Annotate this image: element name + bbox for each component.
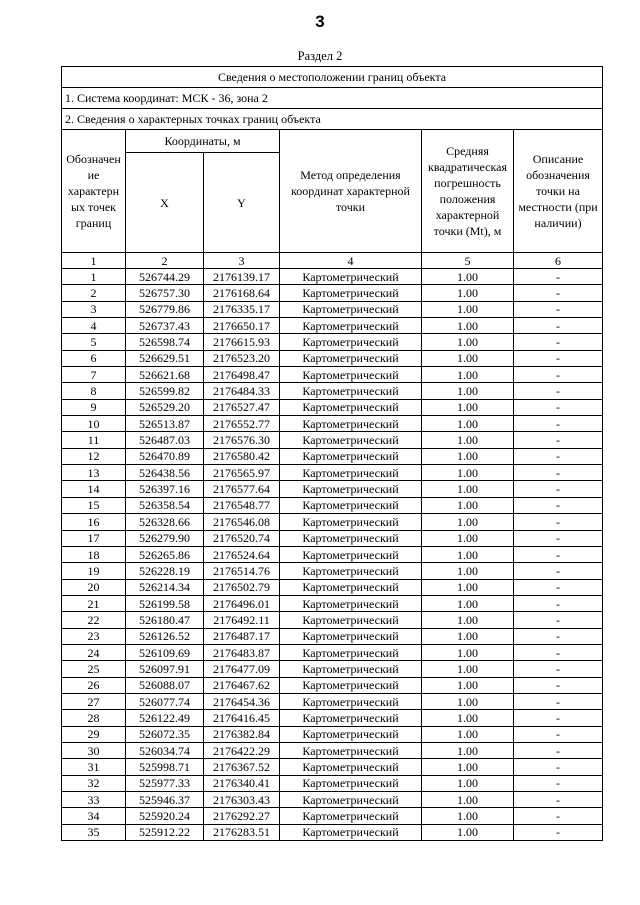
y-coordinate-cell: 2176565.97 xyxy=(204,465,280,481)
method-cell: Картометрический xyxy=(280,350,422,366)
point-number-cell: 34 xyxy=(62,808,126,824)
table-row xyxy=(62,677,603,693)
description-cell: - xyxy=(514,824,603,840)
points-info-line: 2. Сведения о характерных точках границ объекта xyxy=(62,109,603,130)
point-number-cell: 7 xyxy=(62,367,126,383)
method-cell: Картометрический xyxy=(280,399,422,415)
method-cell: Картометрический xyxy=(280,383,422,399)
y-coordinate-cell: 2176335.17 xyxy=(204,301,280,317)
y-coordinate-cell: 2176168.64 xyxy=(204,285,280,301)
description-cell: - xyxy=(514,579,603,595)
x-coordinate-cell: 526598.74 xyxy=(126,334,204,350)
error-cell: 1.00 xyxy=(422,285,514,301)
point-number-cell: 1 xyxy=(62,269,126,285)
column-number: 5 xyxy=(422,253,514,269)
column-number: 3 xyxy=(204,253,280,269)
description-cell: - xyxy=(514,269,603,285)
error-cell: 1.00 xyxy=(422,628,514,644)
point-number-cell: 17 xyxy=(62,530,126,546)
column-number: 1 xyxy=(62,253,126,269)
point-number-cell: 10 xyxy=(62,416,126,432)
y-coordinate-cell: 2176520.74 xyxy=(204,530,280,546)
point-number-cell: 13 xyxy=(62,465,126,481)
x-coordinate-cell: 526621.68 xyxy=(126,367,204,383)
header-designation: Обозначен ие характерн ых точек границ xyxy=(62,130,126,253)
error-cell: 1.00 xyxy=(422,432,514,448)
y-coordinate-cell: 2176367.52 xyxy=(204,759,280,775)
y-coordinate-cell: 2176422.29 xyxy=(204,742,280,758)
table-row xyxy=(62,416,603,432)
error-cell: 1.00 xyxy=(422,416,514,432)
point-number-cell: 29 xyxy=(62,726,126,742)
method-cell: Картометрический xyxy=(280,595,422,611)
method-cell: Картометрический xyxy=(280,318,422,334)
method-cell: Картометрический xyxy=(280,644,422,660)
header-error: Средняя квадратическая погрешность положения характерной точки (Mt), м xyxy=(422,130,514,253)
description-cell: - xyxy=(514,301,603,317)
header-x: X xyxy=(126,153,204,253)
y-coordinate-cell: 2176527.47 xyxy=(204,399,280,415)
point-number-cell: 33 xyxy=(62,792,126,808)
point-number-cell: 3 xyxy=(62,301,126,317)
table-row xyxy=(62,644,603,660)
y-coordinate-cell: 2176416.45 xyxy=(204,710,280,726)
error-cell: 1.00 xyxy=(422,383,514,399)
point-number-cell: 6 xyxy=(62,350,126,366)
y-coordinate-cell: 2176483.87 xyxy=(204,644,280,660)
x-coordinate-cell: 526757.30 xyxy=(126,285,204,301)
method-cell: Картометрический xyxy=(280,579,422,595)
error-cell: 1.00 xyxy=(422,546,514,562)
error-cell: 1.00 xyxy=(422,481,514,497)
point-number-cell: 21 xyxy=(62,595,126,611)
table-row xyxy=(62,367,603,383)
table-row xyxy=(62,775,603,791)
table-row xyxy=(62,432,603,448)
table-row xyxy=(62,759,603,775)
method-cell: Картометрический xyxy=(280,432,422,448)
table-row xyxy=(62,350,603,366)
method-cell: Картометрический xyxy=(280,546,422,562)
error-cell: 1.00 xyxy=(422,530,514,546)
x-coordinate-cell: 526109.69 xyxy=(126,644,204,660)
description-cell: - xyxy=(514,595,603,611)
x-coordinate-cell: 526126.52 xyxy=(126,628,204,644)
error-cell: 1.00 xyxy=(422,677,514,693)
x-coordinate-cell: 526744.29 xyxy=(126,269,204,285)
method-cell: Картометрический xyxy=(280,693,422,709)
x-coordinate-cell: 526599.82 xyxy=(126,383,204,399)
description-cell: - xyxy=(514,677,603,693)
error-cell: 1.00 xyxy=(422,759,514,775)
method-cell: Картометрический xyxy=(280,677,422,693)
header-method: Метод определения координат характерной точки xyxy=(280,130,422,253)
point-number-cell: 8 xyxy=(62,383,126,399)
error-cell: 1.00 xyxy=(422,301,514,317)
point-number-cell: 35 xyxy=(62,824,126,840)
y-coordinate-cell: 2176382.84 xyxy=(204,726,280,742)
y-coordinate-cell: 2176502.79 xyxy=(204,579,280,595)
error-cell: 1.00 xyxy=(422,318,514,334)
method-cell: Картометрический xyxy=(280,497,422,513)
table-row xyxy=(62,612,603,628)
table-row xyxy=(62,595,603,611)
error-cell: 1.00 xyxy=(422,334,514,350)
x-coordinate-cell: 525920.24 xyxy=(126,808,204,824)
x-coordinate-cell: 526737.43 xyxy=(126,318,204,334)
error-cell: 1.00 xyxy=(422,350,514,366)
x-coordinate-cell: 526097.91 xyxy=(126,661,204,677)
description-cell: - xyxy=(514,612,603,628)
y-coordinate-cell: 2176615.93 xyxy=(204,334,280,350)
description-cell: - xyxy=(514,661,603,677)
method-cell: Картометрический xyxy=(280,269,422,285)
point-number-cell: 23 xyxy=(62,628,126,644)
y-coordinate-cell: 2176552.77 xyxy=(204,416,280,432)
description-cell: - xyxy=(514,383,603,399)
x-coordinate-cell: 526328.66 xyxy=(126,514,204,530)
point-number-cell: 27 xyxy=(62,693,126,709)
description-cell: - xyxy=(514,416,603,432)
coordinate-system-line: 1. Система координат: МСК - 36, зона 2 xyxy=(62,88,603,109)
description-cell: - xyxy=(514,514,603,530)
description-cell: - xyxy=(514,546,603,562)
x-coordinate-cell: 526779.86 xyxy=(126,301,204,317)
description-cell: - xyxy=(514,367,603,383)
description-cell: - xyxy=(514,530,603,546)
y-coordinate-cell: 2176467.62 xyxy=(204,677,280,693)
table-row xyxy=(62,824,603,840)
error-cell: 1.00 xyxy=(422,612,514,628)
y-coordinate-cell: 2176576.30 xyxy=(204,432,280,448)
description-cell: - xyxy=(514,285,603,301)
y-coordinate-cell: 2176498.47 xyxy=(204,367,280,383)
description-cell: - xyxy=(514,399,603,415)
y-coordinate-cell: 2176487.17 xyxy=(204,628,280,644)
method-cell: Картометрический xyxy=(280,628,422,644)
x-coordinate-cell: 526034.74 xyxy=(126,742,204,758)
table-row xyxy=(62,383,603,399)
description-cell: - xyxy=(514,742,603,758)
point-number-cell: 11 xyxy=(62,432,126,448)
description-cell: - xyxy=(514,350,603,366)
x-coordinate-cell: 526088.07 xyxy=(126,677,204,693)
point-number-cell: 9 xyxy=(62,399,126,415)
description-cell: - xyxy=(514,448,603,464)
error-cell: 1.00 xyxy=(422,693,514,709)
description-cell: - xyxy=(514,334,603,350)
y-coordinate-cell: 2176524.64 xyxy=(204,546,280,562)
column-number: 4 xyxy=(280,253,422,269)
x-coordinate-cell: 526180.47 xyxy=(126,612,204,628)
table-row xyxy=(62,710,603,726)
x-coordinate-cell: 526513.87 xyxy=(126,416,204,432)
y-coordinate-cell: 2176546.08 xyxy=(204,514,280,530)
x-coordinate-cell: 526214.34 xyxy=(126,579,204,595)
x-coordinate-cell: 526438.56 xyxy=(126,465,204,481)
table-row xyxy=(62,285,603,301)
error-cell: 1.00 xyxy=(422,367,514,383)
header-y: Y xyxy=(204,153,280,253)
method-cell: Картометрический xyxy=(280,448,422,464)
error-cell: 1.00 xyxy=(422,465,514,481)
error-cell: 1.00 xyxy=(422,808,514,824)
y-coordinate-cell: 2176492.11 xyxy=(204,612,280,628)
table-row xyxy=(62,693,603,709)
column-numbers-row xyxy=(62,253,603,269)
description-cell: - xyxy=(514,808,603,824)
method-cell: Картометрический xyxy=(280,710,422,726)
x-coordinate-cell: 526629.51 xyxy=(126,350,204,366)
table-row xyxy=(62,546,603,562)
y-coordinate-cell: 2176303.43 xyxy=(204,792,280,808)
table-row xyxy=(62,301,603,317)
x-coordinate-cell: 525912.22 xyxy=(126,824,204,840)
point-number-cell: 32 xyxy=(62,775,126,791)
point-number-cell: 19 xyxy=(62,563,126,579)
point-number-cell: 14 xyxy=(62,481,126,497)
point-number-cell: 20 xyxy=(62,579,126,595)
point-number-cell: 30 xyxy=(62,742,126,758)
x-coordinate-cell: 526228.19 xyxy=(126,563,204,579)
method-cell: Картометрический xyxy=(280,612,422,628)
description-cell: - xyxy=(514,432,603,448)
error-cell: 1.00 xyxy=(422,775,514,791)
y-coordinate-cell: 2176340.41 xyxy=(204,775,280,791)
method-cell: Картометрический xyxy=(280,824,422,840)
method-cell: Картометрический xyxy=(280,334,422,350)
method-cell: Картометрический xyxy=(280,726,422,742)
point-number-cell: 15 xyxy=(62,497,126,513)
method-cell: Картометрический xyxy=(280,808,422,824)
y-coordinate-cell: 2176580.42 xyxy=(204,448,280,464)
x-coordinate-cell: 526279.90 xyxy=(126,530,204,546)
column-number: 6 xyxy=(514,253,603,269)
table-row xyxy=(62,399,603,415)
table-row xyxy=(62,628,603,644)
method-cell: Картометрический xyxy=(280,792,422,808)
y-coordinate-cell: 2176514.76 xyxy=(204,563,280,579)
error-cell: 1.00 xyxy=(422,579,514,595)
description-cell: - xyxy=(514,726,603,742)
error-cell: 1.00 xyxy=(422,726,514,742)
table-row xyxy=(62,808,603,824)
point-number-cell: 2 xyxy=(62,285,126,301)
error-cell: 1.00 xyxy=(422,497,514,513)
x-coordinate-cell: 526487.03 xyxy=(126,432,204,448)
error-cell: 1.00 xyxy=(422,448,514,464)
method-cell: Картометрический xyxy=(280,481,422,497)
method-cell: Картометрический xyxy=(280,514,422,530)
method-cell: Картометрический xyxy=(280,530,422,546)
y-coordinate-cell: 2176283.51 xyxy=(204,824,280,840)
error-cell: 1.00 xyxy=(422,792,514,808)
error-cell: 1.00 xyxy=(422,710,514,726)
y-coordinate-cell: 2176650.17 xyxy=(204,318,280,334)
method-cell: Картометрический xyxy=(280,367,422,383)
y-coordinate-cell: 2176477.09 xyxy=(204,661,280,677)
method-cell: Картометрический xyxy=(280,775,422,791)
table-row xyxy=(62,792,603,808)
table-row xyxy=(62,448,603,464)
boundary-points-table xyxy=(61,66,603,841)
x-coordinate-cell: 526072.35 xyxy=(126,726,204,742)
x-coordinate-cell: 526358.54 xyxy=(126,497,204,513)
error-cell: 1.00 xyxy=(422,644,514,660)
table-row xyxy=(62,530,603,546)
header-coordinates: Координаты, м xyxy=(126,130,280,153)
method-cell: Картометрический xyxy=(280,742,422,758)
error-cell: 1.00 xyxy=(422,399,514,415)
y-coordinate-cell: 2176496.01 xyxy=(204,595,280,611)
section-title: Раздел 2 xyxy=(297,49,343,63)
y-coordinate-cell: 2176484.33 xyxy=(204,383,280,399)
header-description: Описание обозначения точки на местности (при наличии) xyxy=(514,130,603,253)
y-coordinate-cell: 2176292.27 xyxy=(204,808,280,824)
x-coordinate-cell: 525977.33 xyxy=(126,775,204,791)
description-cell: - xyxy=(514,465,603,481)
description-cell: - xyxy=(514,710,603,726)
point-number-cell: 22 xyxy=(62,612,126,628)
x-coordinate-cell: 525946.37 xyxy=(126,792,204,808)
table-row xyxy=(62,481,603,497)
method-cell: Картометрический xyxy=(280,759,422,775)
point-number-cell: 24 xyxy=(62,644,126,660)
table-row xyxy=(62,497,603,513)
x-coordinate-cell: 526122.49 xyxy=(126,710,204,726)
description-cell: - xyxy=(514,318,603,334)
description-cell: - xyxy=(514,792,603,808)
point-number-cell: 26 xyxy=(62,677,126,693)
page-number: 3 xyxy=(315,12,325,31)
method-cell: Картометрический xyxy=(280,661,422,677)
method-cell: Картометрический xyxy=(280,563,422,579)
method-cell: Картометрический xyxy=(280,301,422,317)
description-cell: - xyxy=(514,759,603,775)
point-number-cell: 25 xyxy=(62,661,126,677)
point-number-cell: 31 xyxy=(62,759,126,775)
y-coordinate-cell: 2176139.17 xyxy=(204,269,280,285)
description-cell: - xyxy=(514,563,603,579)
description-cell: - xyxy=(514,497,603,513)
y-coordinate-cell: 2176577.64 xyxy=(204,481,280,497)
point-number-cell: 28 xyxy=(62,710,126,726)
x-coordinate-cell: 526077.74 xyxy=(126,693,204,709)
y-coordinate-cell: 2176548.77 xyxy=(204,497,280,513)
x-coordinate-cell: 526265.86 xyxy=(126,546,204,562)
x-coordinate-cell: 526529.20 xyxy=(126,399,204,415)
table-row xyxy=(62,563,603,579)
error-cell: 1.00 xyxy=(422,563,514,579)
method-cell: Картометрический xyxy=(280,416,422,432)
method-cell: Картометрический xyxy=(280,465,422,481)
x-coordinate-cell: 525998.71 xyxy=(126,759,204,775)
column-number: 2 xyxy=(126,253,204,269)
table-row xyxy=(62,726,603,742)
table-row xyxy=(62,465,603,481)
table-row xyxy=(62,514,603,530)
method-cell: Картометрический xyxy=(280,285,422,301)
error-cell: 1.00 xyxy=(422,661,514,677)
table-row xyxy=(62,334,603,350)
description-cell: - xyxy=(514,775,603,791)
table-row xyxy=(62,318,603,334)
table-row xyxy=(62,661,603,677)
x-coordinate-cell: 526470.89 xyxy=(126,448,204,464)
error-cell: 1.00 xyxy=(422,742,514,758)
error-cell: 1.00 xyxy=(422,824,514,840)
x-coordinate-cell: 526199.58 xyxy=(126,595,204,611)
error-cell: 1.00 xyxy=(422,269,514,285)
description-cell: - xyxy=(514,693,603,709)
table-row xyxy=(62,269,603,285)
description-cell: - xyxy=(514,644,603,660)
y-coordinate-cell: 2176523.20 xyxy=(204,350,280,366)
x-coordinate-cell: 526397.16 xyxy=(126,481,204,497)
point-number-cell: 16 xyxy=(62,514,126,530)
description-cell: - xyxy=(514,628,603,644)
error-cell: 1.00 xyxy=(422,595,514,611)
point-number-cell: 5 xyxy=(62,334,126,350)
point-number-cell: 18 xyxy=(62,546,126,562)
point-number-cell: 12 xyxy=(62,448,126,464)
table-row xyxy=(62,579,603,595)
description-cell: - xyxy=(514,481,603,497)
table-title: Сведения о местоположении границ объекта xyxy=(62,67,603,88)
table-row xyxy=(62,742,603,758)
point-number-cell: 4 xyxy=(62,318,126,334)
y-coordinate-cell: 2176454.36 xyxy=(204,693,280,709)
error-cell: 1.00 xyxy=(422,514,514,530)
